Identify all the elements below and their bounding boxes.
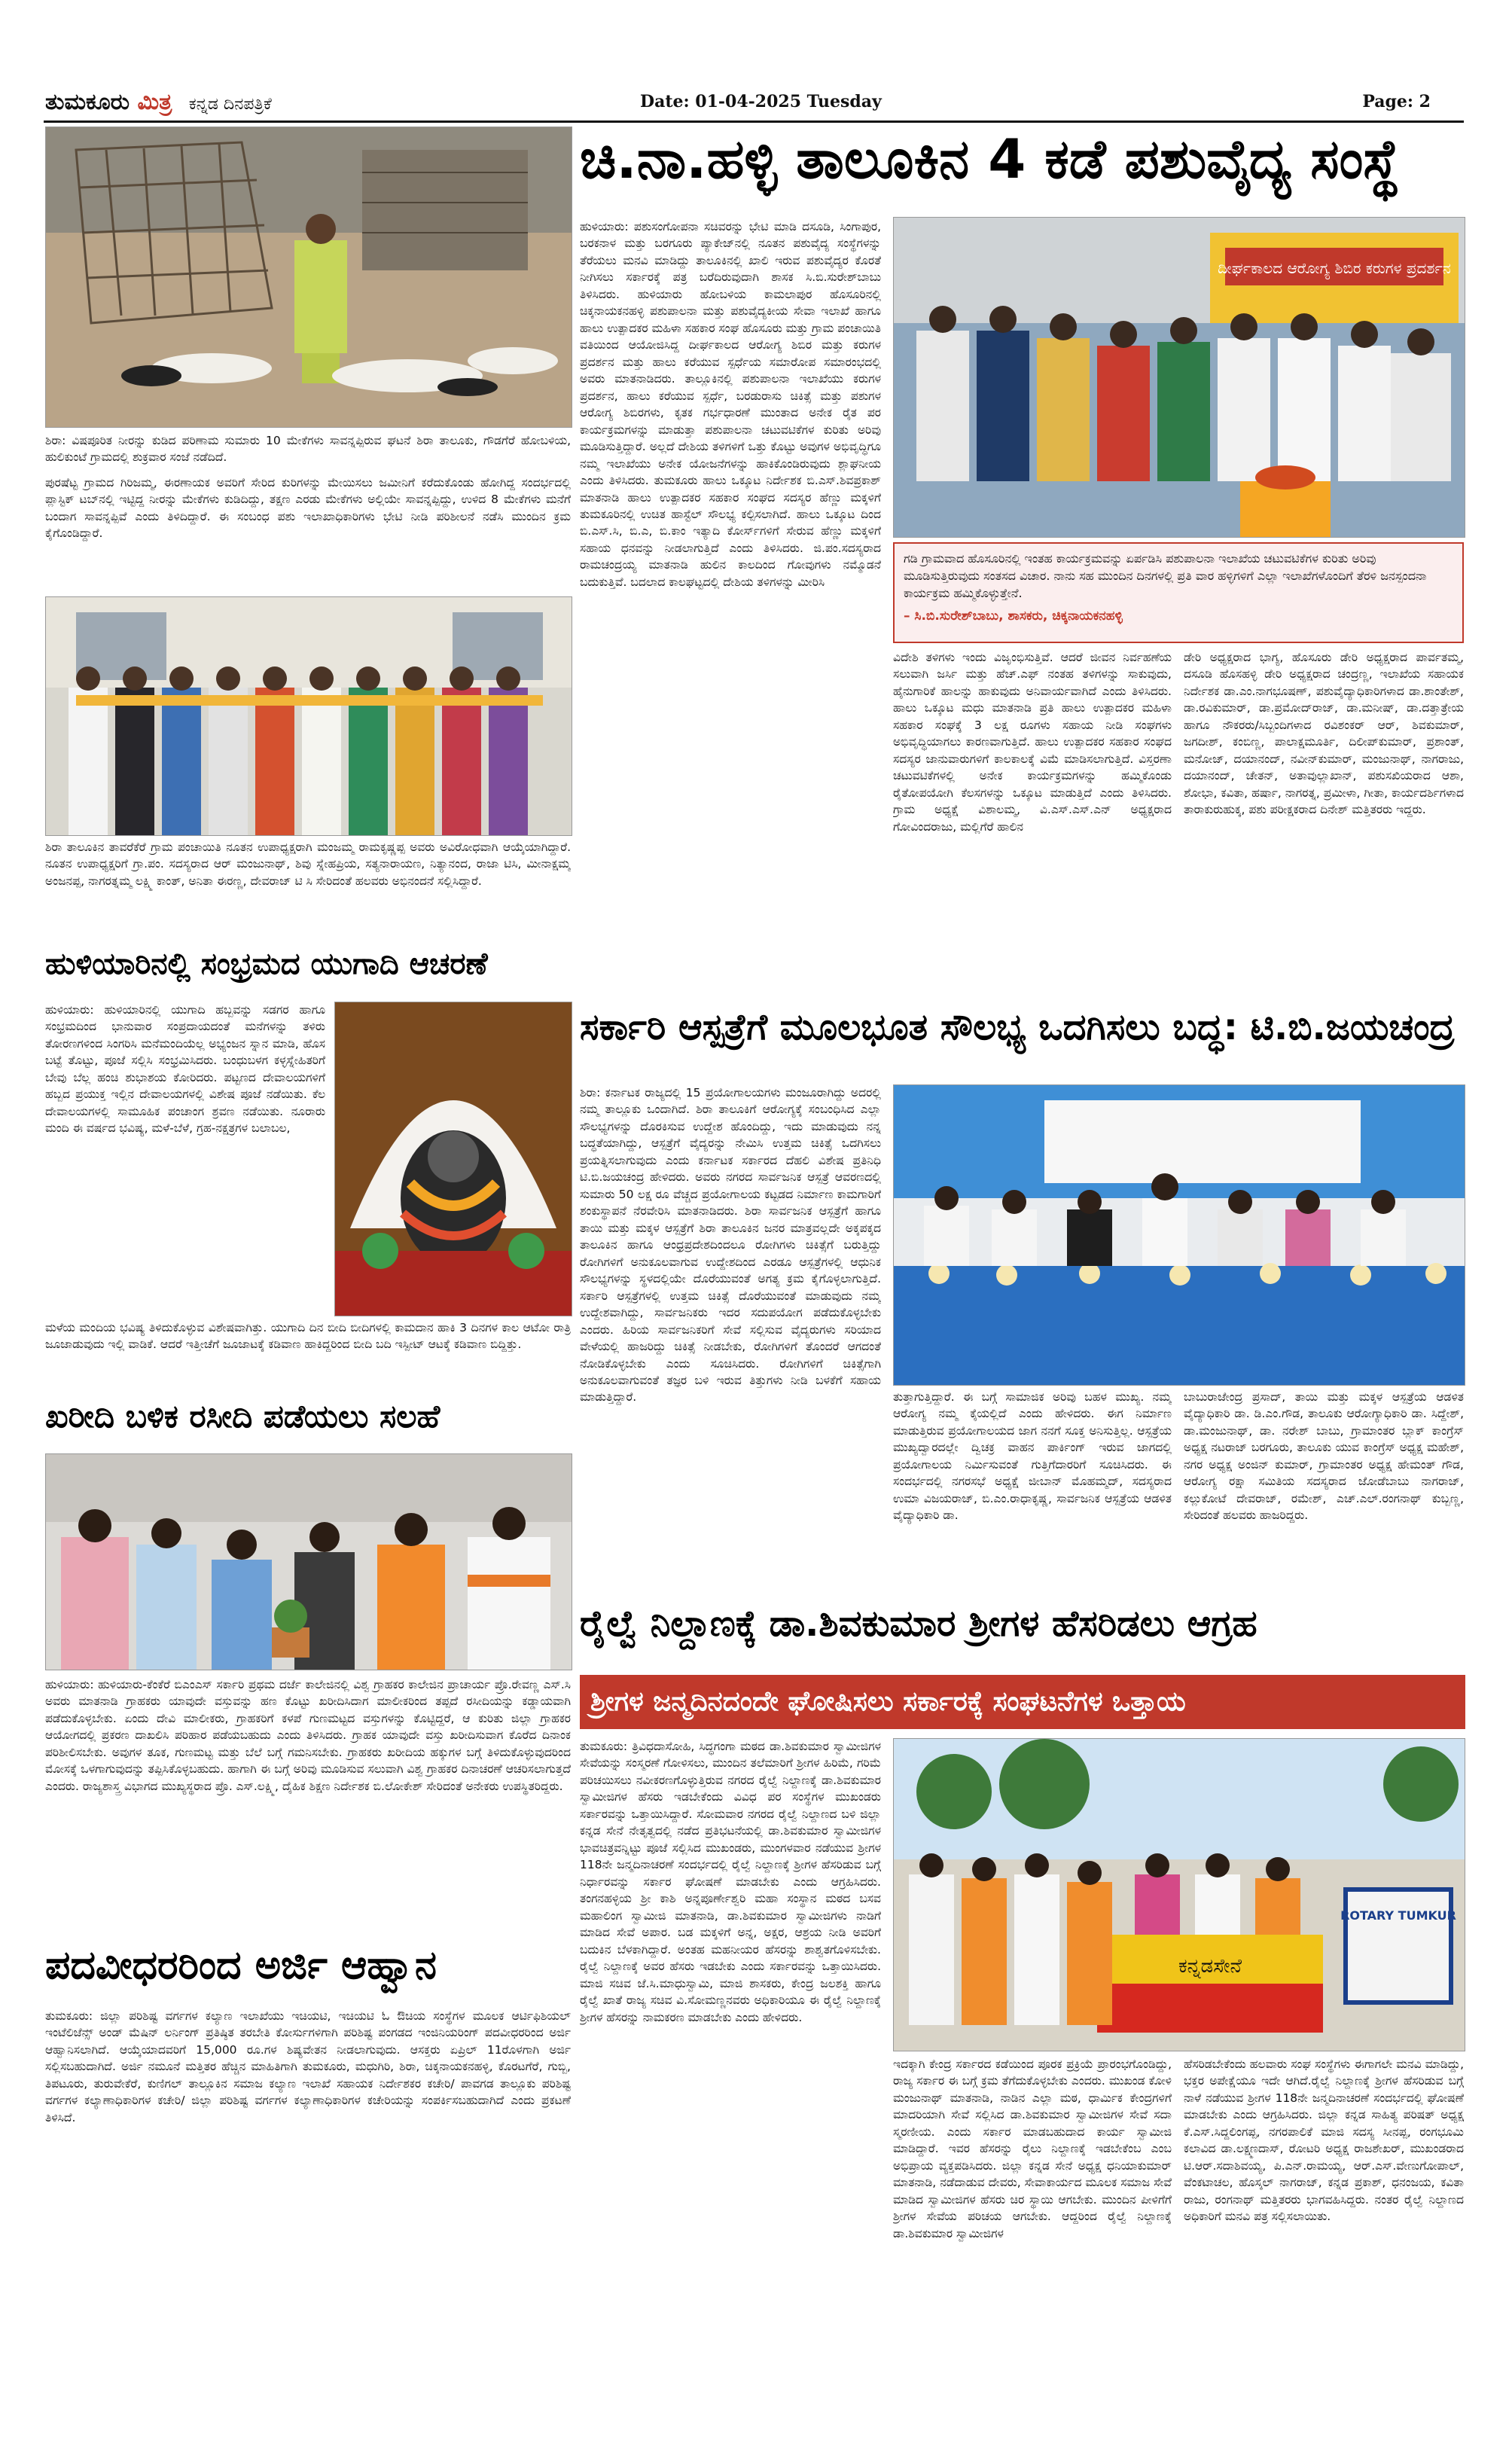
masthead-rule xyxy=(44,120,1464,123)
receipt-body: ಹುಳಿಯಾರು: ಹುಳಿಯಾರು-ಕೆಂಕೆರೆ ಬಿಎಂಎಸ್ ಸರ್ಕಾರಿ ಪ್ರಥಮ ದರ್ಜೆ ಕಾಲೇಜಿನಲ್ಲಿ ವಿಶ್ವ ಗ್ರಾಹಕರ ಕಾಲೇಜಿನ ಪ್ರಾಚಾರ್ಯ ಪ್ರೊ.ರೇವಣ್ಣ ಎಸ್.ಸಿ ಅವರು ಮಾತನಾಡಿ ಗ್ರಾಹಕರು ಯಾವುದೇ ವಸ್ತುವನ್ನು ಹಣ ಕೊಟ್ಟು ಖರೀದಿಸಿದಾಗ ಮಾಲೀಕರಿಂದ ತಪ್ಪದೆ ರಸೀದಿಯನ್ನು ಕಡ್ಡಾಯವಾಗಿ ಪಡೆದುಕೊಳ್ಳಬೇಕು. ಏಂದು ದೇವಿ ಮಾಲೀಕರು, ಗ್ರಾಹಕರಿಗೆ ಕಳಪೆ ಗುಣಮಟ್ಟದ ವಸ್ತುಗಳನ್ನು ಕೊಟ್ಟಿದ್ದರೆ, ಆ ಕುರಿತು ಜಿಲ್ಲಾ ಗ್ರಾಹಕರ ಆಯೋಗದಲ್ಲಿ ಪ್ರಕರಣ ದಾಖಲಿಸಿ ಪರಿಹಾರ ಪಡೆಯಬಹುದು ಎಂದು ತಿಳಿಸಿದರು. ಗ್ರಾಹಕ ಯಾವುದೇ ವಸ್ತು ಖರೀದಿಸುವಾಗ ಕೊರೆದ ದಿನಾಂಕ ಪರಿಶೀಲಿಸಬೇಕು. ಅವುಗಳ ತೂಕ, ಗುಣಮಟ್ಟ ಮತ್ತು ಬೆಲೆ ಬಗ್ಗೆ ಗಮನಿಸಬೇಕು. ಗ್ರಾಹಕರು ಖರೀದಿಯ ಹಕ್ಕುಗಳ ಬಗ್ಗೆ ತಿಳಿದುಕೊಳ್ಳುವುದರಿಂದ ಮೋಸಕ್ಕೆ ಒಳಗಾಗುವುದನ್ನು ತಪ್ಪಿಸಿಕೊಳ್ಳಬಹುದು. ಹಾಗಾಗಿ ಈ ಬಗ್ಗೆ ಅರಿವು ಮೂಡಿಸುವ ಸಲುವಾಗಿ ವಿಶ್ವ ಗ್ರಾಹಕರ ದಿನಾಚರಣೆ ಆಚರಿಸಲಾಗುತ್ತದೆ ಎಂದರು. ರಾಜ್ಯಶಾಸ್ತ್ರ ವಿಭಾಗದ ಮುಖ್ಯಸ್ಥರಾದ ಪ್ರೊ. ಎಸ್.ಲಕ್ಷ್ಮಿ, ದೈಹಿಕ ಶಿಕ್ಷಣ ನಿರ್ದೇಶಕ ಬಿ.ಲೋಕೇಶ್ ಸೇರಿದಂತೆ ಅನೇಕರು ಉಪಸ್ಥಿತರಿದ್ದರು. xyxy=(45,1678,571,1793)
vet-event-photo xyxy=(893,217,1465,538)
panchayat-caption: ಶಿರಾ ತಾಲೂಕಿನ ತಾವರೆಕೆರೆ ಗ್ರಾಮ ಪಂಚಾಯಿತಿ ನೂತನ ಉಪಾಧ್ಯಕ್ಷರಾಗಿ ಮಂಜಮ್ಮ ರಾಮಕೃಷ್ಣಪ್ಪ ಅವರು ಅವಿರೋಧವಾಗಿ ಆಯ್ಕೆಯಾಗಿದ್ದಾರೆ. ನೂತನ ಉಪಾಧ್ಯಕ್ಷರಿಗೆ ಗ್ರಾ.ಪಂ. ಸದಸ್ಯರಾದ ಆರ್ ಮಂಜುನಾಥ್, ಶಿವು ಸ್ನೇಹಪ್ರಿಯ, ಸತ್ಯನಾರಾಯಣ, ನಿತ್ಯಾನಂದ, ರಾಜಾ ಟಿಸಿ, ಮೀನಾಕ್ಷಮ್ಮ ಅಂಜನಪ್ಪ, ನಾಗರತ್ನಮ್ಮ ಲಕ್ಷ್ಮಿ ಕಾಂತ್, ಅನಿತಾ ಈರಣ್ಣ, ದೇವರಾಜ್ ಟಿ ಸಿ ಸೇರಿದಂತೆ ಹಲವರು ಅಭಿನಂದನೆ ಸಲ್ಲಿಸಿದ್ದಾರೆ. xyxy=(45,840,571,888)
mla-quote-text: ಗಡಿ ಗ್ರಾಮವಾದ ಹೊಸೂರಿನಲ್ಲಿ ಇಂತಹ ಕಾರ್ಯಕ್ರಮವನ್ನು ಏರ್ಪಡಿಸಿ ಪಶುಪಾಲನಾ ಇಲಾಖೆಯ ಚಟುವಟಿಕೆಗಳ ಕುರಿತು ಅರಿವು ಮೂಡಿಸುತ್ತಿರುವುದು ಸಂತಸದ ವಿಚಾರ. ನಾನು ಸಹ ಮುಂದಿನ ದಿನಗಳಲ್ಲಿ ಪ್ರತಿ ವಾರ ಹಳ್ಳಿಗಳಿಗೆ ಎಲ್ಲಾ ಇಲಾಖೆಗಳೊಂದಿಗೆ ತೆರಳಿ ಜನಸ್ಪಂದನಾ ಕಾರ್ಯಕ್ರಮ ಹಮ್ಮಿಕೊಳ್ಳುತ್ತೇನೆ. xyxy=(904,551,1427,601)
hospital-body-col3: ಬಾಬುರಾಜೇಂದ್ರ ಪ್ರಸಾದ್, ತಾಯಿ ಮತ್ತು ಮಕ್ಕಳ ಆಸ್ಪತ್ರೆಯ ಆಡಳಿತ ವೈದ್ಯಾಧಿಕಾರಿ ಡಾ. ಡಿ.ಎಂ.ಗೌಡ, ತಾಲೂಕು ಆರೋಗ್ಯಾಧಿಕಾರಿ ಡಾ. ಸಿದ್ದೇಶ್, ಡಾ.ಮಂಜುನಾಥ್, ಡಾ. ನರೇಶ್ ಬಾಬು, ಗ್ರಾಮಾಂತರ ಬ್ಲಾಕ್ ಕಾಂಗ್ರೆಸ್ ಅಧ್ಯಕ್ಷ ನಟರಾಜ್ ಬರಗೂರು, ತಾಲೂಕು ಯುವ ಕಾಂಗ್ರೆಸ್ ಅಧ್ಯಕ್ಷ ಮಹೇಶ್, ನಗರ ಅಧ್ಯಕ್ಷ ಅಂಜಿನ್ ಕುಮಾರ್, ಗ್ರಾಮಾಂತರ ಅಧ್ಯಕ್ಷ ಹೇಮಂತ್ ಗೌಡ, ಆರೋಗ್ಯ ರಕ್ಷಾ ಸಮಿತಿಯ ಸದಸ್ಯರಾದ ಜೋಡೆಬಾಬು ನಾಗರಾಜ್, ಕಲ್ಲುಕೋಟೆ ದೇವರಾಜ್, ರಮೇಶ್, ಎಚ್.ಎಲ್.ರಂಗನಾಥ್ ಕುಬ್ಬಣ್ಣ, ಸೇರಿದಂತೆ ಹಲವರು ಹಾಜರಿದ್ದರು. xyxy=(1184,1390,1464,1523)
railway-body-col2: ಇದಕ್ಕಾಗಿ ಕೇಂದ್ರ ಸರ್ಕಾರದ ಕಡೆಯಿಂದ ಪೂರಕ ಪ್ರಕ್ರಿಯೆ ಪ್ರಾರಂಭಗೊಂಡಿದ್ದು, ರಾಜ್ಯ ಸರ್ಕಾರ ಈ ಬಗ್ಗೆ ಕ್ರಮ ತೆಗೆದುಕೊಳ್ಳಬೇಕು ಎಂದರು. ಮುಖಂಡ ಕೋಳಿ ಮಂಜುನಾಥ್ ಮಾತನಾಡಿ, ನಾಡಿನ ಎಲ್ಲಾ ಮಠ, ಧಾರ್ಮಿಕ ಕೇಂದ್ರಗಳಿಗೆ ಮಾದರಿಯಾಗಿ ಸೇವೆ ಸಲ್ಲಿಸಿದ ಡಾ.ಶಿವಕುಮಾರ ಸ್ವಾಮೀಜಿಗಳ ಸೇವೆ ಸದಾ ಸ್ಮರಣೀಯ. ಎಂದು ಸರ್ಕಾರ ಮಾಡಬಹುದಾದ ಕಾರ್ಯ ಸ್ವಾಮೀಜಿ ಮಾಡಿದ್ದಾರೆ. ಇವರ ಹೆಸರನ್ನು ರೈಲು ನಿಲ್ದಾಣಕ್ಕೆ ಇಡಬೇಕೆಂಬ ಎಂಬ ಅಭಿಪ್ರಾಯ ವ್ಯಕ್ತಪಡಿಸಿದರು. ಜಿಲ್ಲಾ ಕನ್ನಡ ಸೇನೆ ಅಧ್ಯಕ್ಷ ಧನಿಯಾಕುಮಾರ್ ಮಾತನಾಡಿ, ನಡೆದಾಡುವ ದೇವರು, ಸೇವಾಕಾರ್ಯದ ಮೂಲಕ ಸಮಾಜ ಸೇವೆ ಮಾಡಿದ ಸ್ವಾಮೀಜಿಗಳ ಹೆಸರು ಚಿರ ಸ್ಥಾಯಿ ಆಗಬೇಕು. ಮುಂದಿನ ಪೀಳಿಗೆಗೆ ಶ್ರೀಗಳ ಸೇವೆಯ ಪರಿಚಯ ಆಗಬೇಕು. ಆದ್ದರಿಂದ ರೈಲ್ವೆ ನಿಲ್ದಾಣಕ್ಕೆ ಡಾ.ಶಿವಕುಮಾರ ಸ್ವಾಮೀಜಿಗಳ xyxy=(893,2057,1172,2240)
hospital-headline: ಸರ್ಕಾರಿ ಆಸ್ಪತ್ರೆಗೆ ಮೂಲಭೂತ ಸೌಲಭ್ಯ ಒದಗಿಸಲು ಬದ್ಧ: ಟಿ.ಬಿ.ಜಯಚಂದ್ರ xyxy=(580,1008,1455,1048)
rotary-sign-text: ROTARY TUMKUR xyxy=(1340,1908,1456,1923)
masthead xyxy=(45,89,1461,119)
apply-body: ತುಮಕೂರು: ಜಿಲ್ಲಾ ಪರಿಶಿಷ್ಟ ವರ್ಗಗಳ ಕಲ್ಯಾಣ ಇಲಾಖೆಯು ಇಚಿಯಟಿ, ಇಚಿಯಟಿ ಓ ಔಚಿಯ ಸಂಸ್ಥೆಗಳ ಮೂಲಕ ಆರ್ಟಿಫಿಶಿಯಲ್ ಇಂಟೆಲಿಜೆನ್ಸ್ ಅಂಡ್ ಮೆಷಿನ್ ಲರ್ನಿಂಗ್ ಪ್ರತಿಷ್ಠಿತ ತರಬೇತಿ ಕೋರ್ಸುಗಳಿಗಾಗಿ ಪರಿಶಿಷ್ಟ ಪಂಗಡದ ಇಂಜಿನಿಯರಿಂಗ್ ಪದವೀಧರರಿಂದ ಅರ್ಜಿ ಆಹ್ವಾನಿಸಲಾಗಿದೆ. ಆಯ್ಕೆಯಾದವರಿಗೆ 15,000 ರೂ.ಗಳ ಶಿಷ್ಯವೇತನ ನೀಡಲಾಗುವುದು. ಆಸಕ್ತರು ಏಪ್ರಿಲ್ 11ರೊಳಗಾಗಿ ಅರ್ಜಿ ಸಲ್ಲಿಸಬಹುದಾಗಿದೆ. ಅರ್ಜಿ ನಮೂನೆ ಮತ್ತಿತರ ಹೆಚ್ಚಿನ ಮಾಹಿತಿಗಾಗಿ ತುಮಕೂರು, ಮಧುಗಿರಿ, ಶಿರಾ, ಚಿಕ್ಕನಾಯಕನಹಳ್ಳಿ, ಕೊರಟಗೆರೆ, ಗುಬ್ಬಿ, ತಿಪಟೂರು, ತುರುವೇಕೆರೆ, ಕುಣಿಗಲ್ ತಾಲ್ಲೂಕಿನ ಸಮಾಜ ಕಲ್ಯಾಣ ಇಲಾಖೆ ಸಹಾಯಕ ನಿರ್ದೇಶಕರ ಕಚೇರಿ/ ಪಾವಗಡ ತಾಲ್ಲೂಕು ಪರಿಶಿಷ್ಟ ವರ್ಗಗಳ ಕಲ್ಯಾಣಾಧಿಕಾರಿಗಳ ಕಚೇರಿ/ ಜಿಲ್ಲಾ ಪರಿಶಿಷ್ಟ ವರ್ಗಗಳ ಕಲ್ಯಾಣಾಧಿಕಾರಿಗಳ ಕಚೇರಿಯನ್ನು ಸಂಪರ್ಕಿಸಬಹುದಾಗಿದೆ ಎಂದು ಪ್ರಕಟಣೆ ತಿಳಿಸಿದೆ. xyxy=(45,2009,571,2124)
ugadi-deity-photo xyxy=(334,1002,572,1316)
vet-body-col3: ಡೇರಿ ಅಧ್ಯಕ್ಷರಾದ ಭಾಗ್ಯ, ಹೊಸೂರು ಡೇರಿ ಅಧ್ಯಕ್ಷರಾದ ಪಾರ್ವತಮ್ಮ, ದಸೂಡಿ ಹೊಸಹಳ್ಳಿ ಡೇರಿ ಅಧ್ಯಕ್ಷರಾದ ಚಂದ್ರಣ್ಣ, ಇಲಾಖೆಯ ಸಹಾಯಕ ನಿರ್ದೇಶಕ ಡಾ.ಎಂ.ನಾಗಭೂಷಣ್, ಪಶುವೈದ್ಯಾಧಿಕಾರಿಗಳಾದ ಡಾ.ಶಾಂತೇಶ್, ಡಾ.ರವಿಕುಮಾರ್, ಡಾ.ಪ್ರಮೋದ್‌ರಾಜ್, ಡಾ.ಮನೀಷ್, ಡಾ.ದತ್ತಾತ್ರೇಯ ಹಾಗೂ ನೌಕರರು/ಸಿಬ್ಬಂದಿಗಳಾದ ರವಿಶಂಕರ್ ಆರ್, ಶಿವಕುಮಾರ್, ಜಗದೀಶ್, ಕಂಬಿಣ್ಣ, ಪಾಲಾಕ್ಷಮೂರ್ತಿ, ದಿಲೀಪ್‌ಕುಮಾರ್, ಪ್ರಶಾಂತ್, ಮನೋಜ್, ದಯಾನಂದ್, ನವೀನ್‌ಕುಮಾರ್, ಮಂಜುನಾಥ್, ನಾಗರಾಜು, ದಯಾನಂದ್, ಚೇತನ್, ಅತಾವುಲ್ಲಾಖಾನ್, ಪಶುಸಖಿಯರಾದ ಆಶಾ, ಶೋಭಾ, ಕವಿತಾ, ಹರ್ಷಾ, ನಾಗರತ್ನ, ಪ್ರಮೀಳಾ, ಗೀತಾ, ಕಾರ್ಯದರ್ಶಿಗಳಾದ ತಾರಾಕುರುಹುಕ್ಕ, ಪಶು ಪರೀಕ್ಷಕರಾದ ದಿನೇಶ್ ಮತ್ತಿತರರು ಇದ್ದರು. xyxy=(1184,651,1464,817)
dead-goats-photo xyxy=(45,127,572,428)
hospital-body-col1: ಶಿರಾ: ಕರ್ನಾಟಕ ರಾಜ್ಯದಲ್ಲಿ 15 ಪ್ರಯೋಗಾಲಯಗಳು ಮಂಜೂರಾಗಿದ್ದು ಅದರಲ್ಲಿ ನಮ್ಮ ತಾಲ್ಲೂಕು ಒಂದಾಗಿದೆ. ಶಿರಾ ತಾಲೂಕಿಗೆ ಆರೋಗ್ಯಕ್ಕೆ ಸಂಬಂಧಿಸಿದ ಎಲ್ಲಾ ಸೌಲಭ್ಯಗಳನ್ನು ದೊರಕಿಸುವ ಉದ್ದೇಶ ಹೊಂದಿದ್ದು, ಇದು ಮಾಡುವುದು ನನ್ನ ಬದ್ಧತೆಯಾಗಿದ್ದು, ಆಸ್ಪತ್ರೆಗೆ ವೈದ್ಯರನ್ನು ನೇಮಿಸಿ ಉತ್ತಮ ಚಿಕಿತ್ಸೆ ಒದಗಿಸಲು ಪ್ರಯತ್ನಿಸಲಾಗುವುದು ಎಂದು ಕರ್ನಾಟಕ ಸರ್ಕಾರದ ದೆಹಲಿ ವಿಶೇಷ ಪ್ರತಿನಿಧಿ ಟಿ.ಬಿ.ಜಯಚಂದ್ರ ಹೇಳಿದರು. ಅವರು ನಗರದ ಸಾರ್ವಜನಿಕ ಆಸ್ಪತ್ರೆ ಆವರಣದಲ್ಲಿ ಸುಮಾರು 50 ಲಕ್ಷ ರೂ ವೆಚ್ಚದ ಪ್ರಯೋಗಾಲಯ ಕಟ್ಟಡದ ನಿರ್ಮಾಣ ಕಾಮಗಾರಿಗೆ ಶಂಕುಸ್ಥಾಪನೆ ನೆರವೇರಿಸಿ ಮಾತನಾಡಿದರು. ಶಿರಾ ಸಾರ್ವಜನಿಕ ಆಸ್ಪತ್ರೆಗೆ ಹಾಗೂ ತಾಯಿ ಮತ್ತು ಮಕ್ಕಳ ಆಸ್ಪತ್ರೆಗೆ ಶಿರಾ ತಾಲೂಕಿನ ಜನರ ಮಾತ್ರವಲ್ಲದೇ ಅಕ್ಕಪಕ್ಕದ ತಾಲೂಕಿನ ಹಾಗೂ ಆಂಧ್ರಪ್ರದೇಶದಿಂದಲೂ ರೋಗಿಗಳು ಚಿಕಿತ್ಸೆಗೆ ಬರುತ್ತಿದ್ದು ರೋಗಿಗಳಿಗೆ ಅನುಕೂಲವಾಗುವ ಉದ್ದೇಶದಿಂದ ಎರಡೂ ಆಸ್ಪತ್ರೆಗಳಲ್ಲಿ ಆಧುನಿಕ ಸೌಲಭ್ಯಗಳನ್ನು ಸ್ಥಳದಲ್ಲಿಯೇ ದೊರೆಯುವಂತೆ ಅಗತ್ಯ ಕ್ರಮ ಕೈಗೊಳ್ಳಲಾಗುತ್ತಿದೆ. ಸರ್ಕಾರಿ ಆಸ್ಪತ್ರೆಗಳಲ್ಲಿ ಉತ್ತಮ ಚಿಕಿತ್ಸೆ ದೊರೆಯುವಂತೆ ಮಾಡುವುದು ನಮ್ಮ ಉದ್ದೇಶವಾಗಿದ್ದು, ಸಾರ್ವಜನಿಕರು ಇದರ ಸದುಪಯೋಗ ಪಡೆದುಕೊಳ್ಳಬೇಕು ಎಂದರು. ಹಿರಿಯ ಸಾರ್ವಜನಿಕರಿಗೆ ಸೇವೆ ಸಲ್ಲಿಸುವ ವೈದ್ಯರುಗಳು ಸರಿಯಾದ ವೇಳೆಯಲ್ಲಿ ಹಾಜರಿದ್ದು ಚಿಕಿತ್ಸೆ ನೀಡಬೇಕು, ರೋಗಿಗಳಿಗೆ ತೊಂದರೆ ಆಗದಂತೆ ನೋಡಿಕೊಳ್ಳಬೇಕು ಎಂದು ಸೂಚಿಸಿದರು. ರೋಗಿಗಳಿಗೆ ಚಿಕಿತ್ಸೆಗಾಗಿ ಅನುಕೂಲವಾಗುವಂತೆ ತಜ್ಞರ ಬಳಿ ಇರುವ ತಿತ್ತುಗಳು ನೀಡಿ ಬಳಕೆಗೆ ಸಹಾಯ ಮಾಡುತ್ತಿದ್ದಾರೆ. xyxy=(580,1086,881,1405)
sheep-caption: ಶಿರಾ: ವಿಷಪೂರಿತ ನೀರನ್ನು ಕುಡಿದ ಪರಿಣಾಮ ಸುಮಾರು 10 ಮೇಕೆಗಳು ಸಾವನ್ನಪ್ಪಿರುವ ಘಟನೆ ಶಿರಾ ತಾಲೂಕು, ಗೌಡಗೆರೆ ಹೋಬಳಿಯ, ಹುಲಿಕುಂಟೆ ಗ್ರಾಮದಲ್ಲಿ ಶುಕ್ರವಾರ ಸಂಜೆ ನಡೆದಿದೆ. xyxy=(45,434,571,465)
issue-date: Date: 01-04-2025 Tuesday xyxy=(640,92,882,111)
hospital-body-col2: ತುತ್ತಾಗುತ್ತಿದ್ದಾರೆ. ಈ ಬಗ್ಗೆ ಸಾಮಾಜಿಕ ಅರಿವು ಬಹಳ ಮುಖ್ಯ. ನಮ್ಮ ಆರೋಗ್ಯ ನಮ್ಮ ಕೈಯಲ್ಲಿದೆ ಎಂದು ಹೇಳಿದರು. ಈಗ ನಿರ್ಮಾಣ ಮಾಡುತ್ತಿರುವ ಪ್ರಯೋಗಾಲಯದ ಜಾಗ ನನಗೆ ಸೂಕ್ತ ಅನಿಸುತ್ತಿಲ್ಲ. ಆಸ್ಪತ್ರೆಯ ಮುಖ್ಯದ್ವಾರದಲ್ಲೇ ದ್ವಿಚಕ್ರ ವಾಹನ ಪಾರ್ಕಿಂಗ್ ಇರುವ ಜಾಗದಲ್ಲಿ ಪ್ರಯೋಗಾಲಯ ನಿರ್ಮಿಸುವಂತೆ ಗುತ್ತಿಗೆದಾರರಿಗೆ ಸೂಚಿಸಿದರು. ಈ ಸಂದರ್ಭದಲ್ಲಿ ನಗರಸಭೆ ಅಧ್ಯಕ್ಷೆ ಜೀಬಾನ್ ಮೊಹಮ್ಮದ್, ಸದಸ್ಯರಾದ ಉಮಾ ವಿಜಯರಾಜ್, ಬಿ.ಎಂ.ರಾಧಾಕೃಷ್ಣ, ಸಾರ್ವಜನಿಕ ಆಸ್ಪತ್ರೆಯ ಆಡಳಿತ ವೈದ್ಯಾಧಿಕಾರಿ ಡಾ. xyxy=(893,1390,1172,1523)
ugadi-body-narrow: ಹುಳಿಯಾರು: ಹುಳಿಯಾರಿನಲ್ಲಿ ಯುಗಾದಿ ಹಬ್ಬವನ್ನು ಸಡಗರ ಹಾಗೂ ಸಂಭ್ರಮದಿಂದ ಭಾನುವಾರ ಸಂಪ್ರದಾಯದಂತೆ ಮನೆಗಳನ್ನು ತಳಿರು ತೋರಣಗಳಿಂದ ಸಿಂಗರಿಸಿ ಮನೆಮಂದಿಯೆಲ್ಲ ಅಭ್ಯಂಜನ ಸ್ನಾನ ಮಾಡಿ, ಹೊಸ ಬಟ್ಟೆ ತೊಟ್ಟು, ಪೂಜೆ ಸಲ್ಲಿಸಿ ಸಂಭ್ರಮಿಸಿದರು. ಬಂಧುಬಳಗ ಕಳ್ಳಸ್ನೇಹಿತರಿಗೆ ಬೇವು ಬೆಲ್ಲ ಹಂಚಿ ಶುಭಾಶಯ ಕೋರಿದರು. ಪಟ್ಟಣದ ದೇವಾಲಯಗಳಿಗೆ ಹಬ್ಬದ ಪ್ರಯುಕ್ತ ಇಲ್ಲಿನ ದೇವಾಲಯಗಳಲ್ಲಿ ವಿಶೇಷ ಪೂಜೆ ನಡೆಯಿತು. ಕೆಲ ದೇವಾಲಯಗಳಲ್ಲಿ ಸಾಮೂಹಿಕ ಪಂಚಾಂಗ ಶ್ರವಣ ನಡೆಯಿತು. ನೂರಾರು ಮಂದಿ ಈ ವರ್ಷದ ಭವಿಷ್ಯ, ಮಳೆ-ಬೆಳೆ, ಗ್ರಹ-ನಕ್ಷತ್ರಗಳ ಬಲಾಬಲ, xyxy=(45,1003,325,1136)
ugadi-body-wide: ಮಳೆಯ ಮಂದಿಯ ಭವಿಷ್ಯ ತಿಳಿದುಕೊಳ್ಳುವ ವಿಶೇಷವಾಗಿತ್ತು. ಯುಗಾದಿ ದಿನ ಬೀದಿ ಬೀದಿಗಳಲ್ಲಿ ಕಾಮದಾನ ಹಾಕಿ 3 ದಿನಗಳ ಕಾಲ ಆಟೋ ರಾತ್ರಿ ಜೂಜಾಡುವುದು ಇಲ್ಲಿ ವಾಡಿಕೆ. ಆದರೆ ಇತ್ತೀಚೆಗೆ ಜೂಜಾಟಕ್ಕೆ ಕಡಿವಾಣ ಹಾಕಿದ್ದರಿಂದ ಬೀದಿ ಬದಿ ಇಸ್ಪೀಟ್ ಆಟಕ್ಕೆ ಕಡಿವಾಣ ಬಿದ್ದಿತ್ತು. xyxy=(45,1321,571,1352)
railway-subhead: ಶ್ರೀಗಳ ಜನ್ಮದಿನದಂದೇ ಘೋಷಿಸಲು ಸರ್ಕಾರಕ್ಕೆ ಸಂಘಟನೆಗಳ ಒತ್ತಾಯ xyxy=(580,1675,1465,1729)
hospital-event-photo xyxy=(893,1084,1465,1386)
ugadi-headline: ಹುಳಿಯಾರಿನಲ್ಲಿ ಸಂಭ್ರಮದ ಯುಗಾದಿ ಆಚರಣೆ xyxy=(45,947,488,981)
railway-headline: ರೈಲ್ವೆ ನಿಲ್ದಾಣಕ್ಕೆ ಡಾ.ಶಿವಕುಮಾರ ಶ್ರೀಗಳ ಹೆಸರಿಡಲು ಆಗ್ರಹ xyxy=(580,1604,1257,1645)
railway-protest-photo xyxy=(893,1738,1465,2051)
kannada-sene-banner-text: ಕನ್ನಡಸೇನೆ xyxy=(1178,1955,1242,1978)
consumer-day-photo xyxy=(45,1453,572,1670)
logo-name-a: ತುಮಕೂರು xyxy=(45,89,130,115)
newspaper-subtitle: ಕನ್ನಡ ದಿನಪತ್ರಿಕೆ xyxy=(188,95,272,114)
logo-name-b: ಮಿತ್ರ xyxy=(137,89,172,115)
vet-headline: ಚಿ.ನಾ.ಹಳ್ಳಿ ತಾಲೂಕಿನ 4 ಕಡೆ ಪಶುವೈದ್ಯ ಸಂಸ್ಥೆ xyxy=(580,130,1400,191)
apply-headline: ಪದವೀಧರರಿಂದ ಅರ್ಜಿ ಆಹ್ವಾನ xyxy=(45,1944,437,1988)
mla-quote-box xyxy=(893,542,1464,643)
railway-body-col1: ತುಮಕೂರು: ತ್ರಿವಿಧದಾಸೋಹಿ, ಸಿದ್ಧಗಂಗಾ ಮಠದ ಡಾ.ಶಿವಕುಮಾರ ಸ್ವಾಮೀಜಿಗಳ ಸೇವೆಯನ್ನು ಸಂಸ್ಮರಣೆ ಗೋಳಿಸಲು, ಮುಂದಿನ ತಲೆಮಾರಿಗೆ ಶ್ರೀಗಳ ಹಿರಿಮೆ, ಗರಿಮೆ ಪರಿಚಯಿಸಲು ನವೀಕರಣಗೊಳ್ಳುತ್ತಿರುವ ನಗರದ ರೈಲ್ವೆ ನಿಲ್ದಾಣಕ್ಕೆ ಡಾ.ಶಿವಕುಮಾರ ಸ್ವಾಮೀಜಿಗಳ ಹೆಸರು ಇಡಬೇಕೆಂದು ವಿವಿಧ ಪರ ಸಂಸ್ಥೆಗಳ ಮುಖಂಡರು ಸರ್ಕಾರವನ್ನು ಒತ್ತಾಯಿಸಿದ್ದಾರೆ. ಸೋಮವಾರ ನಗರದ ರೈಲ್ವೆ ನಿಲ್ದಾಣದ ಬಳಿ ಜಿಲ್ಲಾ ಕನ್ನಡ ಸೇನೆ ನೇತೃತ್ವದಲ್ಲಿ ನಡೆದ ಪ್ರತಿಭಟನೆಯಲ್ಲಿ ಡಾ.ಶಿವಕುಮಾರ ಸ್ವಾಮೀಜಿಗಳ ಭಾವಚಿತ್ರವನ್ನಿಟ್ಟು ಪೂಜೆ ಸಲ್ಲಿಸಿದ ಮುಖಂಡರು, ಮುಂಗಳವಾರ ನಡೆಯುವ ಶ್ರೀಗಳ 118ನೇ ಜನ್ಮದಿನಾಚರಣೆ ಸಂದರ್ಭದಲ್ಲಿ ರೈಲ್ವೆ ನಿಲ್ದಾಣಕ್ಕೆ ಶ್ರೀಗಳ ಹೆಸರಿಡುವ ಬಗ್ಗೆ ನಿರ್ಧಾರವನ್ನು ಸರ್ಕಾರ ಘೋಷಣೆ ಮಾಡಬೇಕು ಎಂದು ಆಗ್ರಹಿಸಿದರು. ತಂಗನಹಳ್ಳಿಯ ಶ್ರೀ ಕಾಶಿ ಅನ್ನಪೂರ್ಣೇಶ್ವರಿ ಮಹಾ ಸಂಸ್ಥಾನ ಮಠದ ಬಸವ ಮಹಾಲಿಂಗ ಸ್ವಾಮೀಜಿ ಮಾತನಾಡಿ, ಡಾ.ಶಿವಕುಮಾರ ಸ್ವಾಮೀಜಿಗಳು ನಾಡಿಗೆ ಮಾಡಿದ ಸೇವೆ ಅಪಾರ. ಬಡ ಮಕ್ಕಳಿಗೆ ಅನ್ನ, ಅಕ್ಷರ, ಆಶ್ರಯ ನೀಡಿ ಅವರಿಗೆ ಬದುಕಿನ ಬೆಳಕಾಗಿದ್ದಾರೆ. ಅಂತಹ ಮಹನೀಯರ ಹೆಸರನ್ನು ಶಾಶ್ವತಗೊಳಿಸಬೇಕು. ರೈಲ್ವೆ ನಿಲ್ದಾಣಕ್ಕೆ ಅವರ ಹೆಸರು ಇಡಬೇಕು ಎಂದು ಸರ್ಕಾರವನ್ನು ಒತ್ತಾಯಿಸಿದರು. ಮಾಜಿ ಸಚಿವ ಜೆ.ಸಿ.ಮಾಧುಸ್ವಾಮಿ, ಮಾಜಿ ಶಾಸಕರು, ಕೇಂದ್ರ ಜಲಶಕ್ತಿ ಹಾಗೂ ರೈಲ್ವೆ ಖಾತೆ ರಾಜ್ಯ ಸಚಿವ ವಿ.ಸೋಮಣ್ಣನವರು ಅಧಿಕಾರಿಯೂ ಈ ರೈಲ್ವೆ ನಿಲ್ದಾಣಕ್ಕೆ ಶ್ರೀಗಳ ಹೆಸರನ್ನು ನಾಮಕರಣ ಮಾಡಬೇಕು ಎಂದು ಹೇಳಿದರು. xyxy=(580,1740,881,2024)
vet-body-col2: ವಿದೇಶಿ ತಳಿಗಳು ಇಂದು ವಿಜೃಂಭಿಸುತ್ತಿವೆ. ಆದರೆ ಜೀವನ ನಿರ್ವಹಣೆಯ ಸಲುವಾಗಿ ಜರ್ಸಿ ಮತ್ತು ಹೆಚ್.ಎಫ್ ನಂತಹ ತಳಿಗಳನ್ನು ಸಾಕುವುದು, ಹೈನುಗಾರಿಕೆ ಹಾಲನ್ನು ಹಾಕುವುದು ಅನಿವಾರ್ಯವಾಗಿದೆ ಎಂದು ತಿಳಿಸಿದರು. ಹಾಲು ಒಕ್ಕೂಟ ಮಧು ಮಾತನಾಡಿ ಪ್ರತಿ ಹಾಲು ಉತ್ಪಾದಕರ ಮಹಿಳಾ ಸಹಕಾರ ಸಂಘಕ್ಕೆ 3 ಲಕ್ಷ ರೂಗಳು ಸಹಾಯ ನೀಡಿ ಸಂಘಗಳು ಅಭಿವೃದ್ಧಿಯಾಗಲು ಕಾರಣವಾಗುತ್ತಿದೆ. ಹಾಲು ಉತ್ಪಾದಕರ ಸಹಕಾರ ಸಂಘದ ಸದಸ್ಯರ ಜಾನುವಾರುಗಳಿಗೆ ಕಾಲಕಾಲಕ್ಕೆ ವಿಮೆ ಮಾಡಿಸಲಾಗುತ್ತಿದೆ. ವಿಸ್ತರಣಾ ಚಟುವಟಿಕೆಗಳಲ್ಲಿ ಅನೇಕ ಕಾರ್ಯಕ್ರಮಗಳನ್ನು ಹಮ್ಮಿಕೊಂಡು ರೈತೋಪಯೋಗಿ ಕೆಲಸಗಳನ್ನು ಒಕ್ಕೂಟ ಮಾಡುತ್ತಿದೆ ಎಂದು ತಿಳಿಸಿದರು. ಗ್ರಾಮ ಅಧ್ಯಕ್ಷೆ ವಿಶಾಲಮ್ಮ, ವಿ.ಎಸ್.ಎಸ್.ಎನ್ ಅಧ್ಯಕ್ಷರಾದ ಗೋವಿಂದರಾಜು, ಮಲ್ಲಿಗೆರೆ ಹಾಲಿನ xyxy=(893,651,1172,834)
receipt-headline: ಖರೀದಿ ಬಳಿಕ ರಸೀದಿ ಪಡೆಯಲು ಸಲಹೆ xyxy=(45,1399,440,1435)
mla-quote-author: – ಸಿ.ಬಿ.ಸುರೇಶ್‌ಬಾಬು, ಶಾಸಕರು, ಚಿಕ್ಕನಾಯಕನಹಳ್ಳಿ xyxy=(904,608,1123,624)
vet-event-banner-text: ದೀರ್ಘಕಾಲದ ಆರೋಗ್ಯ ಶಿಬಿರ ಕರುಗಳ ಪ್ರದರ್ಶನ xyxy=(1218,259,1451,277)
panchayat-group-photo xyxy=(45,596,572,836)
railway-body-col3: ಹೆಸರಿಡಬೇಕೆಂದು ಹಲವಾರು ಸಂಘ ಸಂಸ್ಥೆಗಳು ಈಗಾಗಲೇ ಮನವಿ ಮಾಡಿದ್ದು, ಭಕ್ತರ ಅಪೇಕ್ಷೆಯೂ ಇದೇ ಆಗಿದೆ.ರೈಲ್ವೆ ನಿಲ್ದಾಣಕ್ಕೆ ಶ್ರೀಗಳ ಹೆಸರಿಡುವ ಬಗ್ಗೆ ನಾಳೆ ನಡೆಯುವ ಶ್ರೀಗಳ 118ನೇ ಜನ್ಮದಿನಾಚರಣೆ ಸಂದರ್ಭದಲ್ಲಿ ಘೋಷಣೆ ಮಾಡಬೇಕು ಎಂದು ಆಗ್ರಹಿಸಿದರು. ಜಿಲ್ಲಾ ಕನ್ನಡ ಸಾಹಿತ್ಯ ಪರಿಷತ್ ಅಧ್ಯಕ್ಷ ಕೆ.ಎಸ್.ಸಿದ್ದಲಿಂಗಪ್ಪ, ನಗರಪಾಲಿಕೆ ಮಾಜಿ ಸದಸ್ಯ ಸೀನಪ್ಪ, ರಂಗಭೂಮಿ ಕಲಾವಿದ ಡಾ.ಲಕ್ಷ್ಮಣದಾಸ್, ರೋಟರಿ ಅಧ್ಯಕ್ಷ ರಾಜಶೇಖರ್, ಮುಖಂಡರಾದ ಟಿ.ಆರ್.ಸದಾಶಿವಯ್ಯ, ಪಿ.ಎನ್.ರಾಮಯ್ಯ, ಆರ್.ಎಸ್.ವೇಣುಗೋಪಾಲ್, ವೆಂಕಟಾಚಲ, ಹೊಸ್ಕಲ್ ನಾಗರಾಜ್, ಕನ್ನಡ ಪ್ರಕಾಶ್, ಧನಂಜಯ, ಕವಿತಾ ರಾಜು, ರಂಗನಾಥ್ ಮತ್ತಿತರರು ಭಾಗವಹಿಸಿದ್ದರು. ನಂತರ ರೈಲ್ವೆ ನಿಲ್ದಾಣದ ಅಧಿಕಾರಿಗೆ ಮನವಿ ಪತ್ರ ಸಲ್ಲಿಸಲಾಯಿತು. xyxy=(1184,2057,1464,2224)
newspaper-logo xyxy=(45,89,272,115)
sheep-body: ಪುರಷೆಟ್ಟ ಗ್ರಾಮದ ಗಿರಿಜಮ್ಮ, ಈರಣಾಯಕ ಅವರಿಗೆ ಸೇರಿದ ಕುರಿಗಳನ್ನು ಮೇಯಿಸಲು ಜಮೀನಿಗೆ ಕರೆದುಕೊಂಡು ಹೋಗಿದ್ದ ಸಂದರ್ಭದಲ್ಲಿ ಪ್ಲಾಸ್ಟಿಕ್ ಟಬ್‌ನಲ್ಲಿ ಇಟ್ಟಿದ್ದ ನೀರನ್ನು ಮೇಕೆಗಳು ಕುಡಿದಿದ್ದು, ತಕ್ಷಣ ಎರಡು ಮೇಕೆಗಳು ಅಲ್ಲಿಯೇ ಸಾವನ್ನಪ್ಪಿದ್ದು, ಉಳಿದ 8 ಮೇಕೆಗಳು ಮನೆಗೆ ಬಂದಾಗ ಸಾವನ್ನಪ್ಪಿವೆ ಎಂದು ತಿಳಿದಿದ್ದಾರೆ. ಈ ಸಂಬಂಧ ಪಶು ಇಲಾಖಾಧಿಕಾರಿಗಳು ಭೇಟಿ ನೀಡಿ ಪರಿಶೀಲನೆ ನಡೆಸಿ ಮುಂದಿನ ಕ್ರಮ ಕೈಗೊಂಡಿದ್ದಾರೆ. xyxy=(45,476,571,541)
page-number: Page: 2 xyxy=(1362,92,1431,111)
vet-body-col1: ಹುಳಿಯಾರು: ಪಶುಸಂಗೋಪನಾ ಸಚಿವರನ್ನು ಭೇಟಿ ಮಾಡಿ ದಸೂಡಿ, ಸಿಂಗಾಪುರ, ಬರಕನಾಳ ಮತ್ತು ಬರಗೂರು ಪ್ಯಾಕೇಜ್‌ನಲ್ಲಿ ನೂತನ ಪಶುವೈದ್ಯ ಸಂಸ್ಥೆಗಳನ್ನು ತೆರೆಯಲು ಮನವಿ ಮಾಡಿದ್ದು ತಾಲೂಕಿನಲ್ಲಿ ಖಾಲಿ ಇರುವ ಪಶುವೈದ್ಯರ ಕೊರತೆ ನೀಗಿಸಲು ಸರ್ಕಾರಕ್ಕೆ ಪತ್ರ ಬರೆದಿರುವುದಾಗಿ ಶಾಸಕ ಸಿ.ಬಿ.ಸುರೇಶ್‌ಬಾಬು ತಿಳಿಸಿದರು. ಹುಳಿಯಾರು ಹೋಬಳಿಯ ಕಾಮಲಾಪುರ ಹೊಸೂರಿನಲ್ಲಿ ಚಿಕ್ಕನಾಯಕನಹಳ್ಳಿ ಪಶುಪಾಲನಾ ಮತ್ತು ಪಶುವೈದ್ಯಕೀಯ ಸೇವಾ ಇಲಾಖೆ ಹಾಗೂ ಹಾಲು ಉತ್ಪಾದಕರ ಮಹಿಳಾ ಸಹಕಾರ ಸಂಘ ಹೊಸೂರು ಮತ್ತು ಗ್ರಾಮ ಪಂಚಾಯಿತಿ ವತಿಯಿಂದ ಆಯೋಜಿಸಿದ್ದ ದೀರ್ಘಕಾಲದ ಆರೋಗ್ಯ ಶಿಬಿರ ಮತ್ತು ಕರುಗಳ ಪ್ರದರ್ಶನ ಮತ್ತು ಹಾಲು ಕರೆಯುವ ಸ್ಪರ್ಧೆಯ ಸಮಾರೋಪ ಸಮಾರಂಭದಲ್ಲಿ ಅವರು ಮಾತನಾಡಿದರು. ತಾಲ್ಲೂಕಿನಲ್ಲಿ ಪಶುಪಾಲನಾ ಇಲಾಖೆಯು ಕರುಗಳ ಪ್ರದರ್ಶನ, ಹಾಲು ಕರೆಯುವ ಸ್ಪರ್ಧೆ, ಬರಡುರಾಸು ಚಿಕಿತ್ಸೆ ಮತ್ತು ಪಶುಗಳ ಆರೋಗ್ಯ ಶಿಬಿರಗಳು, ಕೃತಕ ಗರ್ಭಧಾರಣೆ ಮುಂತಾದ ಅನೇಕ ರೈತ ಪರ ಕಾರ್ಯಕ್ರಮಗಳನ್ನು ಮಾಡುತ್ತಾ ಪಶುಪಾಲನಾ ಚಟುವಟಿಕೆಗಳ ಕುರಿತು ಅರಿವು ಮೂಡಿಸುತ್ತಿದ್ದಾರೆ. ಅಲ್ಲದೆ ದೇಶಿಯ ತಳಿಗಳಿಗೆ ಒತ್ತು ಕೊಟ್ಟು ಅವುಗಳ ಅಭಿವೃದ್ಧಿಗೂ ನಮ್ಮ ಇಲಾಖೆಯು ಅನೇಕ ಯೋಜನೆಗಳನ್ನು ಹಾಕಿಕೊಂಡಿರುವುದು ಶ್ಲಾಘನೀಯ ಎಂದು ತಿಳಿಸಿದರು. ತುಮಕೂರು ಹಾಲು ಒಕ್ಕೂಟ ನಿರ್ದೇಶಕ ಬಿ.ಎಸ್.ಶಿವಪ್ರಕಾಶ್ ಮಾತನಾಡಿ ಹಾಲು ಉತ್ಪಾದಕರ ಸಹಕಾರ ಸಂಘದ ಸದಸ್ಯರ ಹೆಣ್ಣು ಮಕ್ಕಳಿಗೆ ತುಮಕೂರಿನಲ್ಲಿ ಉಚಿತ ಹಾಸ್ಟೆಲ್ ಸೌಲಭ್ಯ ಕಲ್ಪಿಸಲಾಗಿದೆ. ಹಾಲು ಒಕ್ಕೂಟ ದಿಂದ ಬಿ.ಎಸ್.ಸಿ, ಬಿ.ಎ, ಬಿ.ಕಾಂ ಇತ್ಯಾದಿ ಕೋರ್ಸ್‌ಗಳಿಗೆ ಸೇರುವ ಹೆಣ್ಣು ಮಕ್ಕಳಿಗೆ ಸಹಾಯ ಧನವನ್ನು ನೀಡಲಾಗುತ್ತಿದೆ ಎಂದು ತಿಳಿಸಿದರು. ಜಿ.ಪಂ.ಸದಸ್ಯರಾದ ರಾಮಚಂದ್ರಯ್ಯ ಮಾತನಾಡಿ ಹುಲಿನ ಕಾಲದಿಂದ ಗೋವುಗಳು ನಮ್ಮೊಡನೆ ಬದುಕುತ್ತಿವೆ. ಬದಲಾದ ಕಾಲಘಟ್ಟದಲ್ಲಿ ದೇಶಿಯ ತಳಿಗಳನ್ನು ಮೀರಿಸಿ xyxy=(580,220,881,589)
